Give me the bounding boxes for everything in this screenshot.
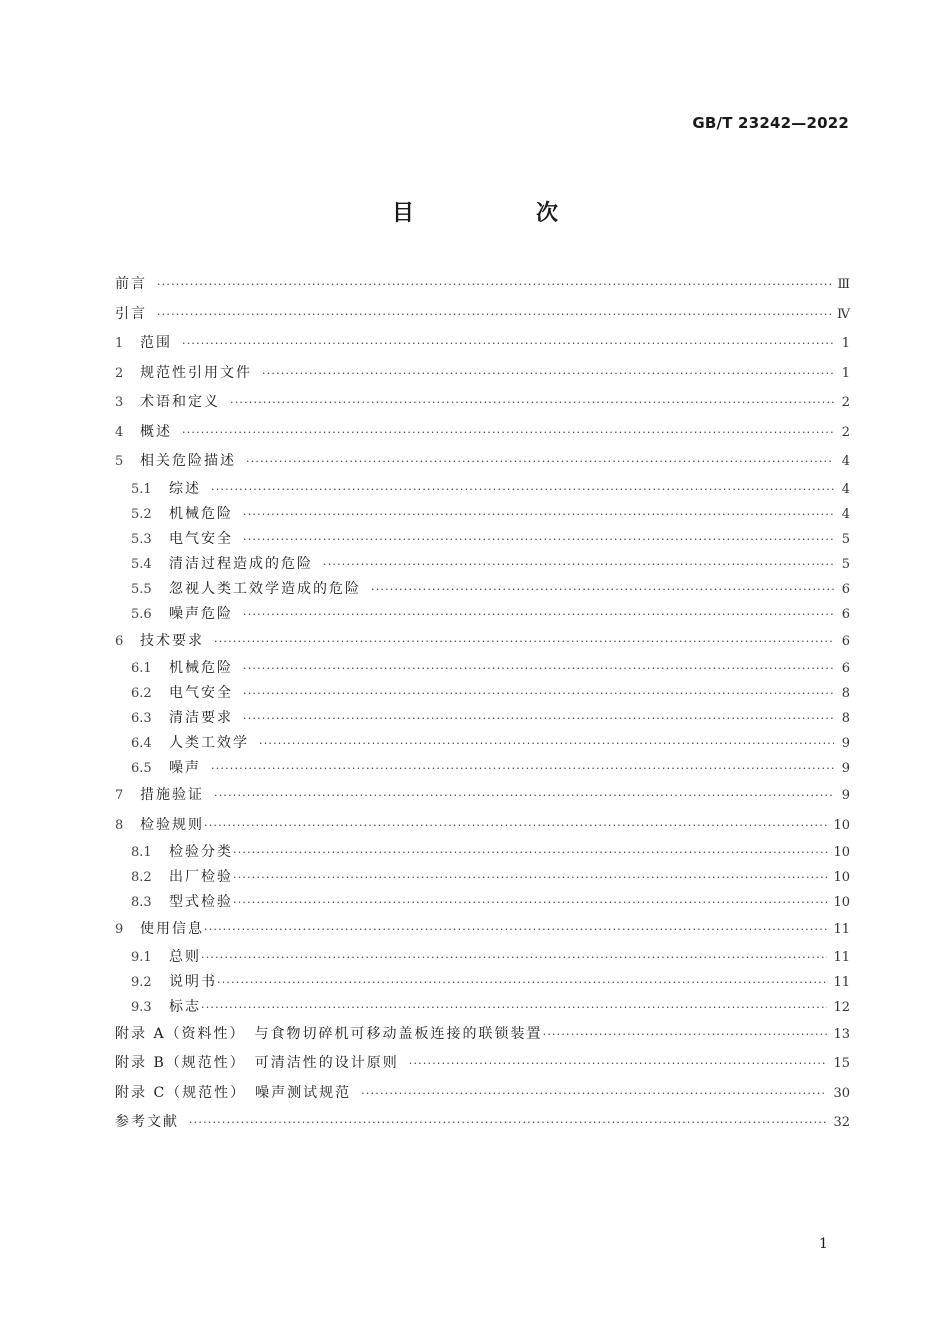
dot-leader bbox=[217, 970, 827, 995]
toc-entry-page: 9 bbox=[841, 788, 850, 803]
toc-entry-label: 说明书 bbox=[169, 973, 217, 990]
dot-leader bbox=[371, 577, 834, 602]
toc-entry-label: 规范性引用文件 bbox=[140, 364, 252, 381]
toc-entry-page: 10 bbox=[833, 895, 850, 910]
toc-entry-number: 5 bbox=[115, 454, 124, 469]
toc-entry-page: 4 bbox=[841, 506, 850, 522]
toc-entry-number: 9.2 bbox=[131, 974, 152, 990]
toc-entry-label: 人类工效学 bbox=[169, 735, 249, 751]
toc-entry[interactable] bbox=[115, 577, 850, 602]
toc-entry[interactable] bbox=[115, 602, 850, 627]
toc-entry-label: 检验分类 bbox=[169, 844, 233, 860]
dot-leader bbox=[157, 270, 831, 300]
toc-entry-number: 9 bbox=[115, 922, 124, 937]
toc-entry-label: 清洁要求 bbox=[169, 710, 233, 726]
toc-entry-label: 噪声 bbox=[169, 760, 201, 776]
toc-entry[interactable] bbox=[115, 477, 850, 502]
toc-entry-page: 13 bbox=[833, 1026, 850, 1042]
toc-entry-page: 10 bbox=[833, 845, 850, 860]
toc-entry-number: 5.2 bbox=[131, 506, 152, 522]
toc-entry-label: 型式检验 bbox=[169, 894, 233, 910]
dot-leader bbox=[233, 865, 827, 890]
toc-entry-label: 标志 bbox=[169, 998, 201, 1015]
toc-entry-label: 清洁过程造成的危险 bbox=[169, 555, 313, 572]
toc-entry-page: 11 bbox=[833, 974, 850, 990]
toc-entry-label: 相关危险描述 bbox=[140, 453, 236, 469]
toc-entry[interactable] bbox=[115, 995, 850, 1020]
toc-entry-number: 6.1 bbox=[131, 661, 152, 676]
toc-entry-number: 9.3 bbox=[131, 999, 152, 1015]
toc-entry-number: 5.5 bbox=[131, 581, 152, 597]
toc-entry-label: 电气安全 bbox=[169, 685, 233, 701]
toc-entry-label: 措施验证 bbox=[140, 787, 204, 803]
table-of-contents bbox=[115, 270, 850, 1138]
toc-entry-page: 9 bbox=[841, 761, 850, 776]
toc-entry-label: 出厂检验 bbox=[169, 869, 233, 885]
toc-entry[interactable] bbox=[115, 1049, 850, 1079]
toc-entry-label: 机械危险 bbox=[169, 660, 233, 676]
dot-leader bbox=[262, 359, 834, 389]
dot-leader bbox=[182, 329, 834, 359]
toc-entry[interactable] bbox=[115, 915, 850, 945]
dot-leader bbox=[243, 706, 834, 731]
toc-entry-page: 10 bbox=[833, 817, 850, 833]
toc-entry-page: 2 bbox=[841, 395, 850, 410]
toc-entry[interactable] bbox=[115, 329, 850, 359]
toc-entry-page: 1 bbox=[841, 365, 850, 381]
dot-leader bbox=[243, 681, 834, 706]
toc-entry-label: 综述 bbox=[169, 480, 201, 497]
toc-entry-number: 7 bbox=[115, 788, 124, 803]
standard-code: GB/T 23242—2022 bbox=[692, 114, 849, 132]
toc-entry-page: Ⅲ bbox=[837, 277, 850, 292]
toc-entry[interactable] bbox=[115, 890, 850, 915]
toc-entry[interactable] bbox=[115, 1079, 850, 1109]
toc-entry-page: 4 bbox=[841, 481, 850, 497]
dot-leader bbox=[201, 995, 827, 1020]
toc-entry-page: 1 bbox=[841, 336, 850, 351]
toc-entry[interactable] bbox=[115, 502, 850, 527]
toc-entry-label: 忽视人类工效学造成的危险 bbox=[169, 580, 361, 597]
toc-entry-label: 附录 C（规范性） 噪声测试规范 bbox=[115, 1084, 352, 1101]
toc-entry[interactable] bbox=[115, 706, 850, 731]
toc-entry[interactable] bbox=[115, 552, 850, 577]
toc-entry-page: 32 bbox=[833, 1115, 850, 1130]
toc-entry-page: 10 bbox=[833, 870, 850, 885]
toc-entry[interactable] bbox=[115, 656, 850, 681]
toc-entry-page: 9 bbox=[841, 736, 850, 751]
toc-entry[interactable] bbox=[115, 447, 850, 477]
toc-entry-label: 检验规则 bbox=[140, 816, 204, 833]
toc-entry-label: 使用信息 bbox=[140, 921, 204, 937]
toc-entry[interactable] bbox=[115, 627, 850, 657]
toc-entry[interactable] bbox=[115, 970, 850, 995]
toc-entry-page: 5 bbox=[841, 556, 850, 572]
dot-leader bbox=[361, 1079, 827, 1109]
toc-entry-page: 30 bbox=[833, 1085, 850, 1101]
toc-entry-number: 3 bbox=[115, 395, 124, 410]
dot-leader bbox=[211, 756, 834, 781]
toc-entry[interactable] bbox=[115, 388, 850, 418]
dot-leader bbox=[204, 811, 827, 841]
toc-entry-number: 6.3 bbox=[131, 711, 152, 726]
dot-leader bbox=[230, 388, 834, 418]
toc-entry-label: 电气安全 bbox=[169, 530, 233, 547]
dot-leader bbox=[211, 477, 834, 502]
dot-leader bbox=[233, 890, 827, 915]
dot-leader bbox=[189, 1108, 827, 1138]
toc-entry-number: 9.1 bbox=[131, 949, 152, 965]
toc-entry-label: 附录 B（规范性） 可清洁性的设计原则 bbox=[115, 1055, 399, 1071]
dot-leader bbox=[243, 527, 834, 552]
toc-entry[interactable] bbox=[115, 840, 850, 865]
toc-entry[interactable] bbox=[115, 681, 850, 706]
toc-entry-number: 8 bbox=[115, 817, 124, 833]
toc-entry-page: 2 bbox=[841, 424, 850, 440]
toc-entry-number: 5.4 bbox=[131, 556, 152, 572]
dot-leader bbox=[409, 1049, 828, 1079]
toc-entry-label: 术语和定义 bbox=[140, 394, 220, 410]
toc-entry-number: 5.3 bbox=[131, 531, 152, 547]
dot-leader bbox=[204, 915, 827, 945]
toc-entry-number: 1 bbox=[115, 336, 124, 351]
toc-entry-number: 4 bbox=[115, 424, 124, 440]
dot-leader bbox=[259, 731, 834, 756]
dot-leader bbox=[182, 418, 834, 448]
toc-entry-number: 8.3 bbox=[131, 895, 152, 910]
toc-entry-page: 5 bbox=[841, 531, 850, 547]
toc-entry-page: 8 bbox=[841, 711, 850, 726]
dot-leader bbox=[233, 840, 827, 865]
toc-entry-number: 6 bbox=[115, 633, 124, 649]
dot-leader bbox=[243, 502, 834, 527]
dot-leader bbox=[201, 945, 827, 970]
toc-entry-number: 6.2 bbox=[131, 686, 152, 701]
toc-entry-page: 6 bbox=[841, 581, 850, 597]
toc-entry-label: 引言 bbox=[115, 305, 147, 322]
toc-entry-number: 6.4 bbox=[131, 736, 152, 751]
toc-entry-page: 4 bbox=[841, 454, 850, 469]
toc-entry-label: 附录 A（资料性） 与食物切碎机可移动盖板连接的联锁装置 bbox=[115, 1025, 543, 1042]
toc-entry-page: 8 bbox=[841, 686, 850, 701]
toc-entry[interactable] bbox=[115, 1108, 850, 1138]
toc-entry-label: 参考文献 bbox=[115, 1114, 179, 1130]
dot-leader bbox=[323, 552, 834, 577]
page-number: 1 bbox=[819, 1236, 828, 1252]
toc-entry-label: 概述 bbox=[140, 423, 172, 440]
toc-entry-number: 5.1 bbox=[131, 481, 152, 497]
dot-leader bbox=[246, 447, 834, 477]
toc-entry-page: 12 bbox=[833, 999, 850, 1015]
toc-entry[interactable] bbox=[115, 418, 850, 448]
dot-leader bbox=[243, 602, 834, 627]
toc-entry[interactable] bbox=[115, 865, 850, 890]
toc-entry-label: 技术要求 bbox=[140, 632, 204, 649]
toc-entry-label: 机械危险 bbox=[169, 505, 233, 522]
toc-entry-page: 11 bbox=[833, 949, 850, 965]
toc-entry[interactable] bbox=[115, 300, 850, 330]
toc-entry-page: 15 bbox=[833, 1056, 850, 1071]
toc-entry[interactable] bbox=[115, 270, 850, 300]
toc-entry[interactable] bbox=[115, 1020, 850, 1050]
toc-entry-number: 5.6 bbox=[131, 606, 152, 622]
toc-entry[interactable] bbox=[115, 359, 850, 389]
toc-entry-number: 2 bbox=[115, 365, 124, 381]
toc-entry-page: 6 bbox=[841, 661, 850, 676]
toc-entry[interactable] bbox=[115, 781, 850, 811]
toc-entry-number: 8.2 bbox=[131, 870, 152, 885]
toc-entry[interactable] bbox=[115, 945, 850, 970]
toc-entry-number: 6.5 bbox=[131, 761, 152, 776]
dot-leader bbox=[543, 1020, 828, 1050]
toc-entry[interactable] bbox=[115, 731, 850, 756]
dot-leader bbox=[157, 300, 831, 330]
toc-entry-label: 噪声危险 bbox=[169, 605, 233, 622]
toc-entry-label: 前言 bbox=[115, 276, 147, 292]
dot-leader bbox=[214, 781, 834, 811]
toc-entry[interactable] bbox=[115, 527, 850, 552]
toc-entry-page: Ⅳ bbox=[837, 306, 850, 322]
page-title: 目 次 bbox=[391, 201, 608, 226]
toc-entry-label: 范围 bbox=[140, 335, 172, 351]
dot-leader bbox=[243, 656, 834, 681]
toc-entry[interactable] bbox=[115, 811, 850, 841]
toc-entry-page: 6 bbox=[841, 606, 850, 622]
toc-entry-page: 11 bbox=[833, 922, 850, 937]
toc-entry-page: 6 bbox=[841, 633, 850, 649]
toc-entry-label: 总则 bbox=[169, 948, 201, 965]
toc-entry-number: 8.1 bbox=[131, 845, 152, 860]
dot-leader bbox=[214, 627, 834, 657]
toc-entry[interactable] bbox=[115, 756, 850, 781]
